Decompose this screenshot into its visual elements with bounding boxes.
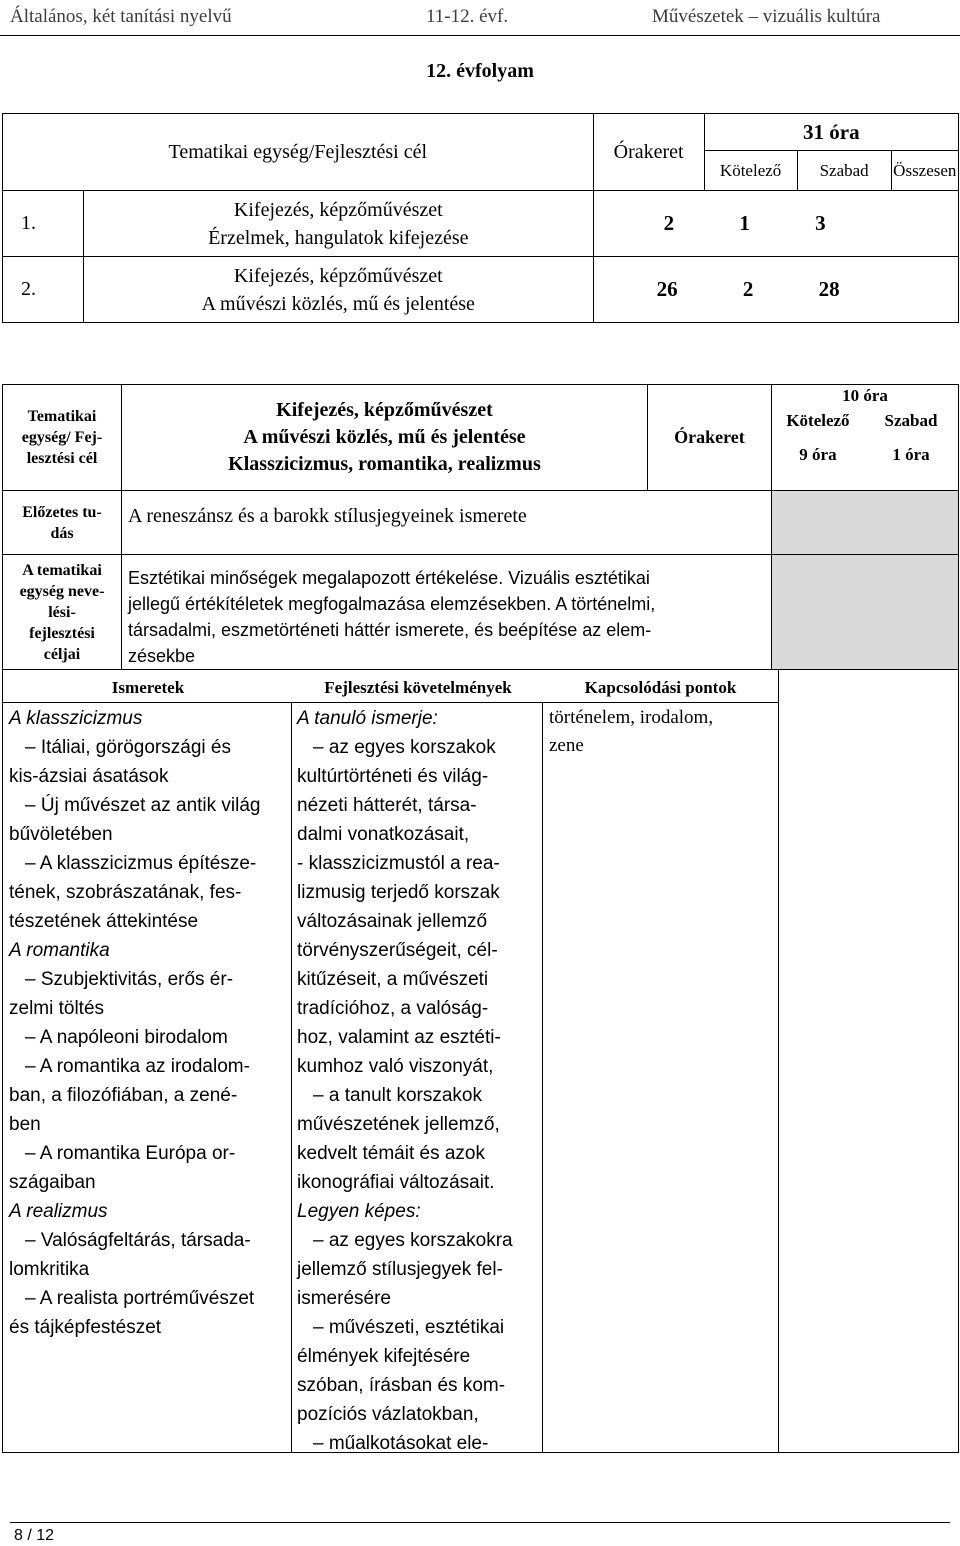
knowledge-line: – A klasszicizmus építésze- (25, 853, 257, 874)
knowledge-line: szágaiban (9, 1172, 96, 1193)
label-prior: Előzetes tu-dás (3, 491, 122, 555)
requirement-line: pozíciós vázlatokban, (297, 1404, 479, 1425)
requirement-line: – művészeti, esztétikai (313, 1317, 505, 1338)
summary-row-2-subtitle: A művészi közlés, mű és jelentése (201, 292, 475, 315)
requirement-line: művészetének jellemző, (297, 1114, 500, 1135)
goals-line-3: társadalmi, eszmetörténeti háttér ismerete, és beépítése az elem- (128, 620, 652, 640)
unit-topic (122, 385, 648, 491)
unit-required-label: Kötelező (786, 411, 850, 430)
summary-sub-free: Szabad (797, 151, 891, 191)
prior-knowledge-text: A reneszánsz és a barokk stílusjegyeinek ismerete (122, 491, 772, 555)
requirement-line: lizmusig terjedő korszak (297, 882, 500, 903)
links-line-2: zene (549, 735, 584, 756)
knowledge-line: ban, a filozófiában, a zené- (9, 1085, 238, 1106)
divider-1 (291, 702, 292, 1452)
knowledge-line: – A romantika az irodalom- (25, 1056, 250, 1077)
unit-free-hours: 1 óra (892, 445, 930, 464)
header-center: 11-12. évf. (426, 6, 509, 27)
summary-row-1-title: Kifejezés, képzőművészet (233, 198, 443, 221)
unit-hours-box (771, 385, 958, 491)
goals-grey-cell (771, 555, 958, 670)
knowledge-line: lomkritika (9, 1259, 90, 1280)
requirement-line: ikonográfiai változásait. (297, 1172, 495, 1193)
knowledge-line: ben (9, 1114, 41, 1135)
knowledge-line: zelmi töltés (9, 998, 105, 1019)
requirement-line: – műalkotásokat ele- (313, 1433, 489, 1454)
summary-sub-sum: Összesen (891, 151, 958, 191)
summary-row-1-topic (84, 191, 594, 257)
knowledge-list (9, 704, 289, 1342)
label-topic: Tematikai egység/ Fej-lesztési cél (3, 385, 122, 491)
divider-3 (778, 670, 779, 1452)
knowledge-line: és tájképfestészet (9, 1317, 162, 1338)
requirement-line: változásainak jellemző (297, 911, 488, 932)
goals-line-1: Esztétikai minőségek megalapozott értékelése. Vizuális esztétikai (128, 568, 650, 588)
requirement-line: Legyen képes: (297, 1201, 421, 1222)
knowledge-line: A klasszicizmus (9, 708, 143, 729)
knowledge-line: – Itáliai, görögországi és (25, 737, 231, 758)
knowledge-line: tészetének áttekintése (9, 911, 199, 932)
summary-row-1-hours: 2 1 3 (593, 191, 958, 257)
knowledge-line: A realizmus (9, 1201, 108, 1222)
requirement-line: kultúrtörténeti és világ- (297, 766, 489, 787)
knowledge-line: – Valóságfeltárás, társada- (25, 1230, 251, 1251)
knowledge-line: kis-ázsiai ásatások (9, 766, 169, 787)
unit-table (2, 384, 959, 1453)
requirement-line: – az egyes korszakok (313, 737, 496, 758)
unit-topic-line-1: Kifejezés, képzőművészet (276, 399, 493, 421)
requirement-line: kitűzéseit, a művészeti (297, 969, 489, 990)
links-list (549, 704, 713, 760)
unit-free-label: Szabad (884, 411, 938, 430)
knowledge-line: – Új művészet az antik világ (25, 795, 261, 816)
requirement-line: - klasszicizmustól a rea- (297, 853, 500, 874)
requirement-line: A tanuló ismerje: (297, 708, 438, 729)
summary-row-2-title: Kifejezés, képzőművészet (233, 264, 443, 287)
summary-row-1-subtitle: Érzelmek, hangulatok kifejezése (208, 226, 469, 249)
unit-hours-label: Órakeret (647, 385, 771, 491)
requirement-line: – a tanult korszakok (313, 1085, 482, 1106)
footer-rule (10, 1522, 950, 1523)
requirement-line: kumhoz való viszonyát, (297, 1056, 494, 1077)
knowledge-line: tének, szobrászatának, fes- (9, 882, 242, 903)
content-header-rule (3, 702, 778, 703)
goals-line-2: jellegű értékítéletek megfogalmazása elemzésekben. A történelmi, (128, 594, 656, 614)
header-rule (0, 35, 960, 36)
knowledge-line: A romantika (9, 940, 110, 961)
knowledge-line: – A napóleoni birodalom (25, 1027, 228, 1048)
requirement-line: tradícióhoz, a valóság- (297, 998, 489, 1019)
col-knowledge-header: Ismeretek (111, 678, 185, 697)
summary-table (2, 113, 959, 323)
unit-hours-total: 10 óra (842, 386, 888, 405)
knowledge-line: – A romantika Európa or- (25, 1143, 236, 1164)
unit-topic-line-2: A művészi közlés, mű és jelentése (243, 426, 526, 448)
label-goals: A tematikai egység neve-lési-fejlesztési céljai (3, 555, 122, 670)
requirement-line: nézeti hátterét, társa- (297, 795, 477, 816)
requirement-line: jellemző stílusjegyek fel- (297, 1259, 503, 1280)
summary-sub-required: Kötelező (704, 151, 797, 191)
requirement-line: törvényszerűségeit, cél- (297, 940, 498, 961)
requirement-line: – az egyes korszakokra (313, 1230, 513, 1251)
summary-col-topic: Tematikai egység/Fejlesztési cél (3, 114, 594, 191)
unit-required-hours: 9 óra (799, 445, 837, 464)
goals-text (122, 555, 772, 670)
prior-grey-cell (771, 491, 958, 555)
knowledge-line: bűvöletében (9, 824, 113, 845)
unit-topic-line-3: Klasszicizmus, romantika, realizmus (228, 453, 541, 475)
requirements-list (297, 704, 540, 1458)
divider-2 (542, 702, 543, 1452)
requirement-line: ismerésére (297, 1288, 391, 1309)
requirement-line: szóban, írásban és kom- (297, 1375, 506, 1396)
requirement-line: dalmi vonatkozásait, (297, 824, 470, 845)
summary-total: 31 óra (704, 114, 958, 151)
goals-line-4: zésekbe (128, 646, 196, 666)
footer-page-number: 8 / 12 (14, 1527, 55, 1544)
links-line-1: történelem, irodalom, (549, 707, 714, 728)
summary-row-2-topic (84, 257, 594, 323)
summary-row-2-num: 2. (3, 257, 84, 323)
header-right: Művészetek – vizuális kultúra (652, 6, 881, 27)
requirement-line: kedvelt témáit és azok (297, 1143, 485, 1164)
header-left: Általános, két tanítási nyelvű (10, 6, 232, 27)
col-requirements-header: Fejlesztési követelmények (324, 678, 512, 697)
knowledge-line: – Szubjektivitás, erős ér- (25, 969, 234, 990)
knowledge-line: – A realista portréművészet (25, 1288, 255, 1309)
summary-row-2-hours: 26 2 28 (593, 257, 958, 323)
requirement-line: élmények kifejtésére (297, 1346, 471, 1367)
summary-row-1-num: 1. (3, 191, 84, 257)
summary-col-hours: Órakeret (593, 114, 704, 191)
requirement-line: hoz, valamint az esztéti- (297, 1027, 501, 1048)
col-links-header: Kapcsolódási pontok (584, 678, 737, 697)
content-area (3, 670, 959, 1453)
page-title: 12. évfolyam (426, 60, 534, 82)
